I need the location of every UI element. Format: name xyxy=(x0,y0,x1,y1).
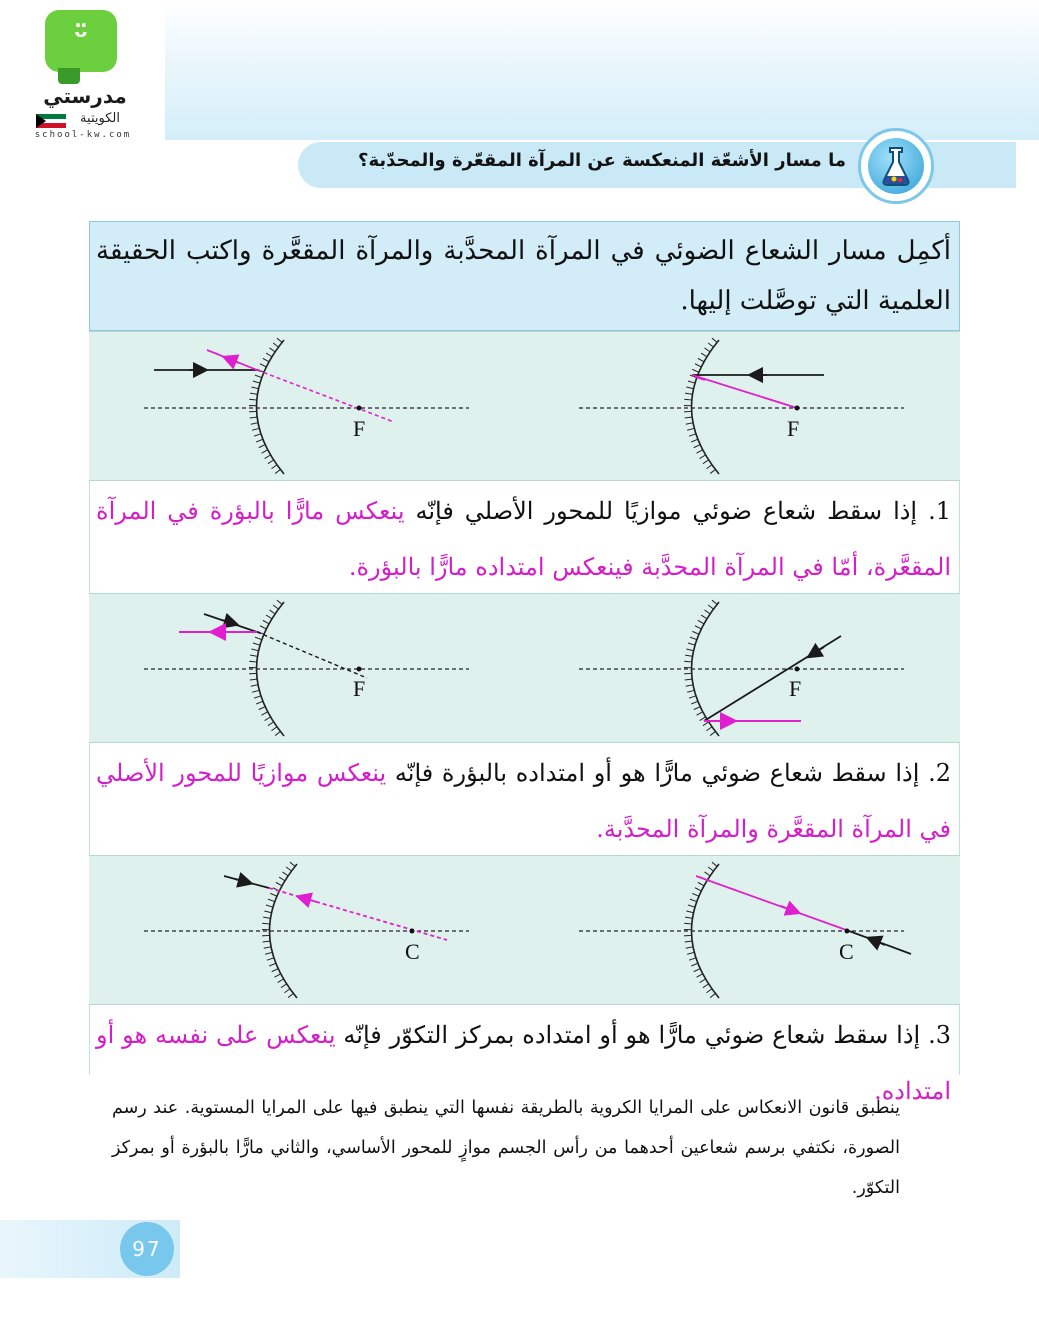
statement-3 xyxy=(89,1005,960,1105)
smiley-book-icon: ᵕ̈ xyxy=(45,10,117,72)
logo-title: مدرستي xyxy=(43,84,127,108)
statement-answer: ينعكس مارًّا بالبؤرة في المرآة المقعَّرة، أمّا في المرآة المحدَّبة فينعكس امتداده مارًّا بالبؤرة. xyxy=(96,497,951,581)
activity-instruction-box xyxy=(89,221,960,331)
logo-bookmark xyxy=(58,68,80,84)
center-label: C xyxy=(839,939,854,964)
statement-number: 1. xyxy=(928,497,951,525)
site-logo[interactable] xyxy=(0,0,165,150)
flask-icon xyxy=(858,128,934,204)
convex-mirror-1 xyxy=(144,340,469,474)
statement-number: 3. xyxy=(928,1021,951,1049)
body-paragraph: ينطبق قانون الانعكاس على المرايا الكروية بالطريقة نفسها التي ينطبق فيها على المرايا المستوية. عند رسم الصورة، نكتفي برسم شعاعين أحدهما من رأس الجسم موازٍ للمحور الأساسي، والثاني مارًّا بالبؤرة أو بمركز التكوّر. xyxy=(112,1098,900,1198)
statement-text xyxy=(96,745,951,857)
convex-mirror-3 xyxy=(144,864,469,998)
statement-answer: ينعكس على نفسه هو أو امتداده. xyxy=(96,1021,951,1105)
statement-1 xyxy=(89,481,960,593)
statement-given: إذا سقط شعاع ضوئي مارًّا هو أو امتداده بالبؤرة فإنّه xyxy=(394,759,920,787)
focus-label: F xyxy=(789,676,802,701)
statement-answer: ينعكس موازيًا للمحور الأصلي في المرآة المقعَّرة والمرآة المحدَّبة. xyxy=(96,759,951,843)
diagram-row-parallel-rays xyxy=(89,331,960,481)
convex-mirror-2 xyxy=(144,602,469,736)
kuwait-flag-icon xyxy=(36,114,66,128)
logo-subtitle: الكويتية xyxy=(80,111,120,126)
ray-extension-1a xyxy=(257,370,394,422)
reflected-ray-3b xyxy=(696,876,849,931)
logo-url: school-kw.com xyxy=(34,130,132,140)
incident-ray-3a xyxy=(224,876,269,888)
reflected-ray-1b xyxy=(692,375,797,408)
concave-mirror-3 xyxy=(579,864,904,998)
diagram-row-center-rays xyxy=(89,855,960,1005)
statement-text xyxy=(96,483,951,595)
focus-label: F xyxy=(787,416,800,441)
statement-2 xyxy=(89,743,960,855)
concave-mirror-1 xyxy=(579,340,904,474)
center-label: C xyxy=(405,939,420,964)
header-band xyxy=(165,0,1039,140)
ray-extension-2a xyxy=(257,632,367,678)
statement-given: إذا سقط شعاع ضوئي مارًّا هو أو امتداده بمركز التكوّر فإنّه xyxy=(343,1021,921,1049)
concave-mirror-2 xyxy=(579,602,904,736)
diagram-row-focus-rays xyxy=(89,593,960,743)
page-number: 97 xyxy=(120,1222,174,1276)
activity-instruction: أكمِل مسار الشعاع الضوئي في المرآة المحدَّبة والمرآة المقعَّرة واكتب الحقيقة العلمية التي توصَّلت إليها. xyxy=(96,236,951,316)
statement-given: إذا سقط شعاع ضوئي موازيًا للمحور الأصلي فإنّه xyxy=(415,497,918,525)
question-title: ما مسار الأشعّة المنعكسة عن المرآة المقعّرة والمحدّبة؟ xyxy=(358,150,846,171)
focus-label: F xyxy=(353,416,366,441)
reflected-ray-3a xyxy=(269,888,447,940)
statement-number: 2. xyxy=(928,759,951,787)
focus-label: F xyxy=(353,676,366,701)
